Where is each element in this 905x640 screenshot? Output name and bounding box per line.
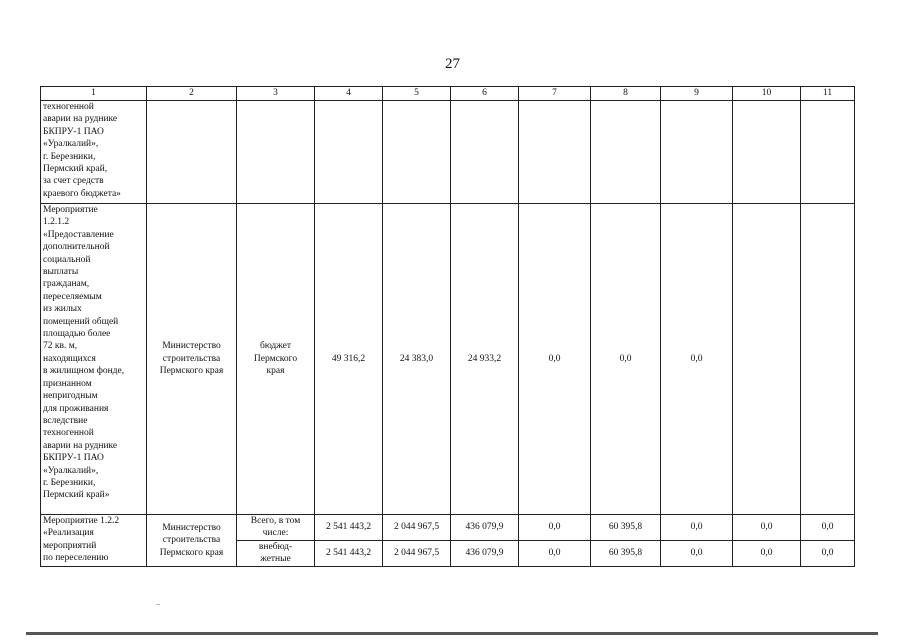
column-header: 8: [591, 87, 661, 101]
value-cell: 0,0: [519, 540, 591, 566]
budget-table: [40, 86, 855, 567]
cell-text: бюджет Пермского края: [253, 341, 298, 377]
table-cell: [147, 101, 237, 204]
table-cell: [801, 204, 855, 515]
column-header: 11: [801, 87, 855, 101]
header-row: [41, 87, 855, 101]
value-cell: 436 079,9: [451, 515, 519, 541]
measure-description: [41, 515, 147, 567]
cell-text: внебюд- жетные: [258, 541, 293, 565]
value-cell: 60 395,8: [591, 540, 661, 566]
value-cell: 24 383,0: [383, 204, 451, 515]
cell-text: Мероприятие 1.2.2 «Реализация мероприятий по переселению: [43, 516, 120, 564]
value-cell: 60 395,8: [591, 515, 661, 541]
table-cell: [315, 101, 383, 204]
value-cell: 0,0: [733, 540, 801, 566]
value-cell: 49 316,2: [315, 204, 383, 515]
column-header: 9: [661, 87, 733, 101]
column-header: 5: [383, 87, 451, 101]
cell-text: Министерство строительства Пермского края: [159, 341, 224, 377]
cell-text: Мероприятие 1.2.1.2 «Предоставление дополнительной социальной выплаты гражданам, переселяемым из жилых помещений общей площадью более 72 кв. м, находящихся в жилищном фонде, признанном непригодным для проживания вследствие техногенной аварии на руднике БКПРУ-1 ПАО «Уралкалий», г. Березники, Пермский край»: [43, 205, 125, 501]
value-cell: 24 933,2: [451, 204, 519, 515]
table-cell: [237, 101, 315, 204]
column-header: 7: [519, 87, 591, 101]
table-row: [41, 515, 855, 541]
value-cell: 0,0: [519, 204, 591, 515]
measure-description: [41, 204, 147, 515]
value-cell: 2 541 443,2: [315, 515, 383, 541]
page-number: 27: [445, 56, 460, 72]
value-cell: 0,0: [519, 515, 591, 541]
table-cell: [733, 101, 801, 204]
column-header: 10: [733, 87, 801, 101]
page-bottom-rule: [26, 632, 878, 635]
funding-source-cell: [237, 540, 315, 566]
cell-text: техногенной аварии на руднике БКПРУ-1 ПАО «Уралкалий», г. Березники, Пермский край, за счет средств краевого бюджета»: [43, 102, 121, 199]
scan-speck: [156, 604, 160, 605]
table-row: [41, 101, 855, 204]
table-cell: [801, 101, 855, 204]
value-cell: 0,0: [661, 540, 733, 566]
table-cell: [733, 204, 801, 515]
table-cell: [451, 101, 519, 204]
column-header: 3: [237, 87, 315, 101]
value-cell: 0,0: [801, 540, 855, 566]
column-header: 4: [315, 87, 383, 101]
measure-description: [41, 101, 147, 204]
value-cell: 2 044 967,5: [383, 540, 451, 566]
value-cell: 0,0: [661, 515, 733, 541]
value-cell: 0,0: [733, 515, 801, 541]
value-cell: 0,0: [801, 515, 855, 541]
column-header: 1: [41, 87, 147, 101]
table-cell: [591, 101, 661, 204]
funding-source-cell: [237, 204, 315, 515]
value-cell: 0,0: [661, 204, 733, 515]
column-header: 6: [451, 87, 519, 101]
table-cell: [519, 101, 591, 204]
value-cell: 0,0: [591, 204, 661, 515]
executor-cell: [147, 515, 237, 567]
cell-text: Всего, в том числе:: [250, 516, 301, 539]
cell-text: Министерство строительства Пермского края: [159, 522, 224, 558]
value-cell: 2 541 443,2: [315, 540, 383, 566]
column-header: 2: [147, 87, 237, 101]
executor-cell: [147, 204, 237, 515]
funding-source-cell: [237, 515, 315, 541]
value-cell: 436 079,9: [451, 540, 519, 566]
table-cell: [383, 101, 451, 204]
table-cell: [661, 101, 733, 204]
table-row: [41, 204, 855, 515]
value-cell: 2 044 967,5: [383, 515, 451, 541]
